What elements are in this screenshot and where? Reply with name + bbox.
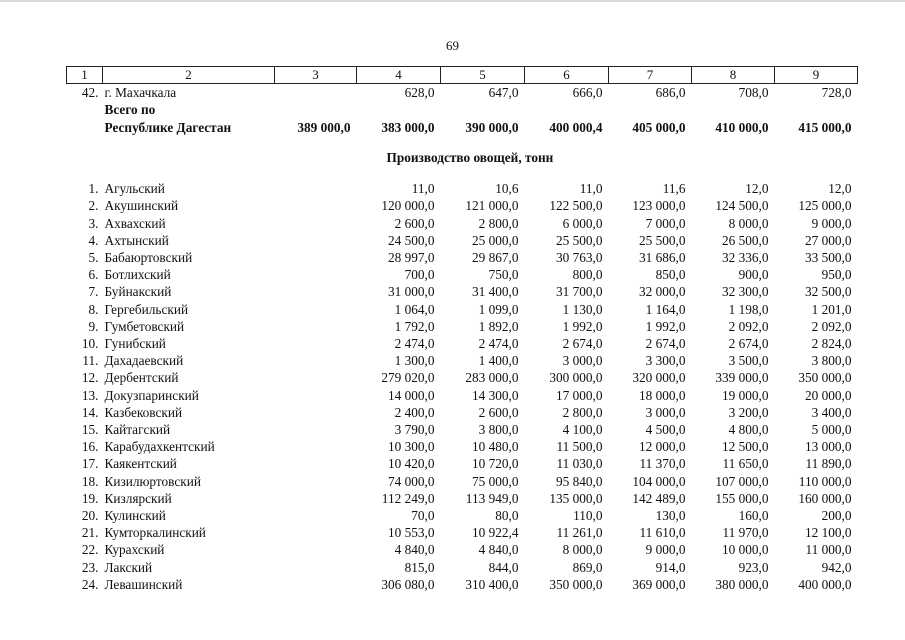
value-cell: 20 000,0 bbox=[804, 387, 852, 403]
value-cell-empty bbox=[275, 473, 357, 490]
row-number: 17. bbox=[81, 456, 99, 472]
row-number: 1. bbox=[88, 181, 99, 197]
value-cell: 8 000,0 bbox=[728, 215, 769, 231]
value-cell-empty bbox=[275, 215, 357, 232]
value-cell-empty bbox=[275, 318, 357, 335]
value-cell-empty bbox=[275, 180, 357, 197]
value-cell: 25 000,0 bbox=[471, 232, 519, 248]
value-cell-empty bbox=[275, 266, 357, 283]
row-number: 9. bbox=[88, 318, 99, 334]
district-name: Карабудахкентский bbox=[104, 439, 215, 455]
value-cell: 18 000,0 bbox=[638, 387, 686, 403]
column-header: 6 bbox=[525, 67, 609, 84]
value-cell: 5 000,0 bbox=[811, 422, 852, 438]
value-cell: 1 198,0 bbox=[728, 301, 769, 317]
value-cell: 75 000,0 bbox=[471, 473, 519, 489]
table-row bbox=[67, 438, 858, 455]
value-cell-empty bbox=[275, 352, 357, 369]
district-name: Дербентский bbox=[104, 370, 179, 386]
value-cell-empty bbox=[275, 421, 357, 438]
value-cell: 135 000,0 bbox=[549, 490, 603, 506]
row-number: 16. bbox=[81, 439, 99, 455]
column-header: 4 bbox=[357, 67, 441, 84]
value-cell-empty bbox=[275, 283, 357, 300]
table-row bbox=[67, 266, 858, 283]
table-row bbox=[67, 455, 858, 472]
table-row bbox=[67, 507, 858, 524]
total-row bbox=[67, 119, 858, 137]
district-name: Кизлярский bbox=[104, 490, 172, 506]
district-name: Кайтагский bbox=[104, 422, 171, 438]
value-cell: 200,0 bbox=[821, 508, 852, 524]
value-cell: 113 949,0 bbox=[465, 490, 519, 506]
value-cell: 10 300,0 bbox=[387, 439, 435, 455]
value-cell: 3 200,0 bbox=[728, 404, 769, 420]
value-cell: 914,0 bbox=[655, 559, 686, 575]
value-cell-empty bbox=[275, 507, 357, 524]
value-cell: 728,0 bbox=[821, 85, 852, 100]
section-heading-row bbox=[67, 136, 858, 180]
value-cell: 10 420,0 bbox=[387, 456, 435, 472]
value-cell: 400 000,0 bbox=[798, 576, 852, 592]
table-row bbox=[67, 283, 858, 300]
value-cell: 27 000,0 bbox=[804, 232, 852, 248]
row-number: 22. bbox=[81, 542, 99, 558]
value-cell: 2 400,0 bbox=[394, 404, 435, 420]
value-cell: 1 992,0 bbox=[562, 318, 603, 334]
value-cell: 32 336,0 bbox=[721, 250, 769, 266]
district-name: Бабаюртовский bbox=[104, 250, 193, 266]
table-row bbox=[67, 541, 858, 558]
value-cell: 310 400,0 bbox=[465, 576, 519, 592]
total-value: 389 000,0 bbox=[297, 119, 351, 135]
value-cell: 33 500,0 bbox=[804, 250, 852, 266]
value-cell: 12 100,0 bbox=[804, 525, 852, 541]
table-row bbox=[67, 369, 858, 386]
district-name: Ахтынский bbox=[104, 232, 169, 248]
table-row bbox=[67, 473, 858, 490]
value-cell: 628,0 bbox=[404, 85, 435, 100]
value-cell-empty bbox=[275, 404, 357, 421]
value-cell: 666,0 bbox=[572, 85, 603, 100]
value-cell: 11 890,0 bbox=[805, 456, 852, 472]
table-row bbox=[67, 352, 858, 369]
value-cell: 17 000,0 bbox=[555, 387, 603, 403]
value-cell: 31 000,0 bbox=[387, 284, 435, 300]
value-cell: 12 500,0 bbox=[721, 439, 769, 455]
value-cell: 1 792,0 bbox=[394, 318, 435, 334]
table-row bbox=[67, 404, 858, 421]
value-cell: 11 030,0 bbox=[556, 456, 603, 472]
table-row bbox=[67, 249, 858, 266]
value-cell: 3 800,0 bbox=[811, 353, 852, 369]
value-cell: 11 370,0 bbox=[639, 456, 686, 472]
column-header: 8 bbox=[692, 67, 775, 84]
row-number: 13. bbox=[81, 387, 99, 403]
row-number: 8. bbox=[88, 301, 99, 317]
value-cell-empty bbox=[275, 335, 357, 352]
value-cell: 10,6 bbox=[495, 181, 519, 197]
value-cell: 950,0 bbox=[821, 267, 852, 283]
value-cell: 32 300,0 bbox=[721, 284, 769, 300]
value-cell: 121 000,0 bbox=[465, 198, 519, 214]
value-cell: 339 000,0 bbox=[715, 370, 769, 386]
total-row-label bbox=[67, 101, 858, 119]
row-number: 24. bbox=[81, 576, 99, 592]
value-cell: 11,0 bbox=[411, 181, 435, 197]
value-cell: 647,0 bbox=[488, 85, 519, 100]
value-cell: 380 000,0 bbox=[715, 576, 769, 592]
value-cell: 112 249,0 bbox=[381, 490, 435, 506]
column-header-row bbox=[67, 67, 858, 84]
district-name: Буйнакский bbox=[104, 284, 172, 300]
row-number: 42. bbox=[81, 85, 99, 100]
total-label-line1: Всего по bbox=[104, 102, 156, 118]
value-cell: 31 700,0 bbox=[555, 284, 603, 300]
value-cell: 125 000,0 bbox=[798, 198, 852, 214]
value-cell: 11 970,0 bbox=[722, 525, 769, 541]
value-cell: 1 201,0 bbox=[811, 301, 852, 317]
value-cell: 14 300,0 bbox=[471, 387, 519, 403]
district-name: Гумбетовский bbox=[104, 318, 185, 334]
district-name: Дахадаевский bbox=[104, 353, 184, 369]
value-cell: 1 992,0 bbox=[645, 318, 686, 334]
value-cell: 4 800,0 bbox=[728, 422, 769, 438]
value-cell: 2 800,0 bbox=[562, 404, 603, 420]
value-cell: 24 500,0 bbox=[387, 232, 435, 248]
value-cell: 708,0 bbox=[738, 85, 769, 100]
production-table bbox=[66, 66, 858, 593]
value-cell: 320 000,0 bbox=[632, 370, 686, 386]
district-name: Ахвахский bbox=[104, 215, 166, 231]
row-number: 20. bbox=[81, 508, 99, 524]
district-rows bbox=[67, 180, 858, 593]
district-name: Кулинский bbox=[104, 508, 166, 524]
value-cell: 2 600,0 bbox=[394, 215, 435, 231]
total-value: 415 000,0 bbox=[798, 119, 852, 135]
value-cell-empty bbox=[275, 369, 357, 386]
value-cell: 2 092,0 bbox=[728, 318, 769, 334]
total-label-line2: Республике Дагестан bbox=[104, 119, 232, 135]
value-cell-empty bbox=[275, 576, 357, 593]
value-cell: 869,0 bbox=[572, 559, 603, 575]
value-cell: 3 800,0 bbox=[478, 422, 519, 438]
value-cell: 6 000,0 bbox=[562, 215, 603, 231]
value-cell: 155 000,0 bbox=[715, 490, 769, 506]
value-cell: 25 500,0 bbox=[638, 232, 686, 248]
value-cell: 160 000,0 bbox=[798, 490, 852, 506]
value-cell: 130,0 bbox=[655, 508, 686, 524]
table-row bbox=[67, 180, 858, 197]
value-cell: 80,0 bbox=[495, 508, 519, 524]
row-number: 15. bbox=[81, 422, 99, 438]
value-cell: 3 790,0 bbox=[394, 422, 435, 438]
value-cell: 104 000,0 bbox=[632, 473, 686, 489]
value-cell: 11 261,0 bbox=[556, 525, 603, 541]
value-cell: 11 610,0 bbox=[639, 525, 686, 541]
value-cell: 4 840,0 bbox=[478, 542, 519, 558]
row-number: 2. bbox=[88, 198, 99, 214]
value-cell: 369 000,0 bbox=[632, 576, 686, 592]
value-cell: 31 686,0 bbox=[638, 250, 686, 266]
district-name: Лакский bbox=[104, 559, 153, 575]
value-cell: 2 092,0 bbox=[811, 318, 852, 334]
value-cell: 1 300,0 bbox=[394, 353, 435, 369]
value-cell: 19 000,0 bbox=[721, 387, 769, 403]
table-row bbox=[67, 335, 858, 352]
district-name: г. Махачкала bbox=[104, 85, 177, 100]
district-name: Курахский bbox=[104, 542, 165, 558]
row-number: 7. bbox=[88, 284, 99, 300]
value-cell: 4 100,0 bbox=[562, 422, 603, 438]
value-cell: 10 922,4 bbox=[471, 525, 519, 541]
value-cell: 120 000,0 bbox=[381, 198, 435, 214]
value-cell: 700,0 bbox=[404, 267, 435, 283]
value-cell-empty bbox=[275, 524, 357, 541]
value-cell: 800,0 bbox=[572, 267, 603, 283]
value-cell: 11 000,0 bbox=[805, 542, 852, 558]
row-number: 10. bbox=[81, 336, 99, 352]
value-cell: 2 474,0 bbox=[394, 336, 435, 352]
value-cell: 2 674,0 bbox=[728, 336, 769, 352]
value-cell: 29 867,0 bbox=[471, 250, 519, 266]
value-cell: 300 000,0 bbox=[549, 370, 603, 386]
scan-edge bbox=[0, 0, 905, 2]
value-cell: 1 400,0 bbox=[478, 353, 519, 369]
table-row bbox=[67, 301, 858, 318]
value-cell: 13 000,0 bbox=[804, 439, 852, 455]
value-cell: 124 500,0 bbox=[715, 198, 769, 214]
table-row bbox=[67, 387, 858, 404]
value-cell: 2 674,0 bbox=[562, 336, 603, 352]
value-cell-empty bbox=[275, 541, 357, 558]
value-cell: 279 020,0 bbox=[381, 370, 435, 386]
value-cell: 2 600,0 bbox=[478, 404, 519, 420]
value-cell-empty bbox=[275, 455, 357, 472]
value-cell: 10 480,0 bbox=[471, 439, 519, 455]
value-cell-empty bbox=[275, 559, 357, 576]
row-number: 4. bbox=[88, 232, 99, 248]
value-cell: 95 840,0 bbox=[555, 473, 603, 489]
value-cell: 10 720,0 bbox=[471, 456, 519, 472]
value-cell: 11 650,0 bbox=[722, 456, 769, 472]
table-row bbox=[67, 232, 858, 249]
value-cell: 750,0 bbox=[488, 267, 519, 283]
district-name: Казбековский bbox=[104, 404, 183, 420]
value-cell: 2 674,0 bbox=[645, 336, 686, 352]
total-value: 400 000,4 bbox=[549, 119, 603, 135]
value-cell: 7 000,0 bbox=[645, 215, 686, 231]
district-name: Кизилюртовский bbox=[104, 473, 201, 489]
value-cell bbox=[275, 84, 357, 102]
total-value: 390 000,0 bbox=[465, 119, 519, 135]
value-cell: 923,0 bbox=[738, 559, 769, 575]
value-cell: 9 000,0 bbox=[811, 215, 852, 231]
district-name: Акушинский bbox=[104, 198, 179, 214]
value-cell: 11,0 bbox=[579, 181, 603, 197]
value-cell: 30 763,0 bbox=[555, 250, 603, 266]
value-cell: 122 500,0 bbox=[549, 198, 603, 214]
district-name: Агульский bbox=[104, 181, 165, 197]
column-header: 3 bbox=[275, 67, 357, 84]
value-cell: 350 000,0 bbox=[549, 576, 603, 592]
column-header: 5 bbox=[441, 67, 525, 84]
value-cell: 110,0 bbox=[573, 508, 603, 524]
value-cell: 3 000,0 bbox=[562, 353, 603, 369]
value-cell: 14 000,0 bbox=[387, 387, 435, 403]
value-cell: 31 400,0 bbox=[471, 284, 519, 300]
column-header: 9 bbox=[775, 67, 858, 84]
value-cell-empty bbox=[275, 232, 357, 249]
value-cell: 2 800,0 bbox=[478, 215, 519, 231]
district-name: Докузпаринский bbox=[104, 387, 199, 403]
row-number: 3. bbox=[88, 215, 99, 231]
table-row bbox=[67, 318, 858, 335]
row-number: 14. bbox=[81, 404, 99, 420]
row-number: 21. bbox=[81, 525, 99, 541]
row-number: 23. bbox=[81, 559, 99, 575]
value-cell: 350 000,0 bbox=[798, 370, 852, 386]
value-cell: 1 130,0 bbox=[562, 301, 603, 317]
table-row bbox=[67, 197, 858, 214]
value-cell: 3 400,0 bbox=[811, 404, 852, 420]
district-name: Гергебильский bbox=[104, 301, 189, 317]
value-cell: 123 000,0 bbox=[632, 198, 686, 214]
value-cell-empty bbox=[275, 301, 357, 318]
column-header: 2 bbox=[103, 67, 275, 84]
district-name: Ботлихский bbox=[104, 267, 171, 283]
value-cell: 4 500,0 bbox=[645, 422, 686, 438]
table-row bbox=[67, 524, 858, 541]
column-header: 7 bbox=[609, 67, 692, 84]
value-cell-empty bbox=[275, 197, 357, 214]
value-cell: 815,0 bbox=[404, 559, 435, 575]
row-number: 12. bbox=[81, 370, 99, 386]
value-cell: 2 474,0 bbox=[478, 336, 519, 352]
value-cell: 10 000,0 bbox=[721, 542, 769, 558]
value-cell: 3 000,0 bbox=[645, 404, 686, 420]
value-cell: 1 892,0 bbox=[478, 318, 519, 334]
table-row bbox=[67, 559, 858, 576]
total-value: 405 000,0 bbox=[632, 119, 686, 135]
value-cell-empty bbox=[275, 387, 357, 404]
value-cell: 25 500,0 bbox=[555, 232, 603, 248]
value-cell: 1 099,0 bbox=[478, 301, 519, 317]
column-header: 1 bbox=[67, 67, 103, 84]
table-row bbox=[67, 84, 858, 102]
district-name: Каякентский bbox=[104, 456, 177, 472]
value-cell: 3 300,0 bbox=[645, 353, 686, 369]
value-cell: 900,0 bbox=[738, 267, 769, 283]
value-cell: 283 000,0 bbox=[465, 370, 519, 386]
value-cell: 70,0 bbox=[411, 508, 435, 524]
page-number: 69 bbox=[446, 38, 459, 53]
total-value: 383 000,0 bbox=[381, 119, 435, 135]
section-title: Производство овощей, тонн bbox=[386, 150, 554, 166]
value-cell: 306 080,0 bbox=[381, 576, 435, 592]
district-name: Гунибский bbox=[104, 336, 166, 352]
row-number: 18. bbox=[81, 473, 99, 489]
value-cell-empty bbox=[275, 438, 357, 455]
row-number: 5. bbox=[88, 250, 99, 266]
value-cell: 1 064,0 bbox=[394, 301, 435, 317]
value-cell: 942,0 bbox=[821, 559, 852, 575]
value-cell: 74 000,0 bbox=[387, 473, 435, 489]
value-cell: 844,0 bbox=[488, 559, 519, 575]
value-cell: 32 000,0 bbox=[638, 284, 686, 300]
value-cell: 107 000,0 bbox=[715, 473, 769, 489]
value-cell: 142 489,0 bbox=[632, 490, 686, 506]
value-cell: 3 500,0 bbox=[728, 353, 769, 369]
district-name: Кумторкалинский bbox=[104, 525, 206, 541]
value-cell: 26 500,0 bbox=[721, 232, 769, 248]
value-cell: 12,0 bbox=[745, 181, 769, 197]
value-cell: 110 000,0 bbox=[798, 473, 852, 489]
table-row bbox=[67, 490, 858, 507]
value-cell: 10 553,0 bbox=[387, 525, 435, 541]
value-cell: 12,0 bbox=[828, 181, 852, 197]
district-name: Левашинский bbox=[104, 576, 183, 592]
row-number: 19. bbox=[81, 490, 99, 506]
value-cell: 11 500,0 bbox=[556, 439, 603, 455]
value-cell: 1 164,0 bbox=[645, 301, 686, 317]
value-cell: 8 000,0 bbox=[562, 542, 603, 558]
row-number: 11. bbox=[82, 353, 99, 369]
value-cell: 12 000,0 bbox=[638, 439, 686, 455]
value-cell-empty bbox=[275, 249, 357, 266]
value-cell: 11,6 bbox=[662, 181, 686, 197]
value-cell: 686,0 bbox=[655, 85, 686, 100]
table-row bbox=[67, 576, 858, 593]
total-value: 410 000,0 bbox=[715, 119, 769, 135]
row-number: 6. bbox=[88, 267, 99, 283]
value-cell: 32 500,0 bbox=[804, 284, 852, 300]
value-cell: 160,0 bbox=[738, 508, 769, 524]
value-cell: 4 840,0 bbox=[394, 542, 435, 558]
table-row bbox=[67, 421, 858, 438]
table-row bbox=[67, 215, 858, 232]
value-cell: 9 000,0 bbox=[645, 542, 686, 558]
value-cell: 2 824,0 bbox=[811, 336, 852, 352]
value-cell: 850,0 bbox=[655, 267, 686, 283]
value-cell-empty bbox=[275, 490, 357, 507]
value-cell: 28 997,0 bbox=[387, 250, 435, 266]
